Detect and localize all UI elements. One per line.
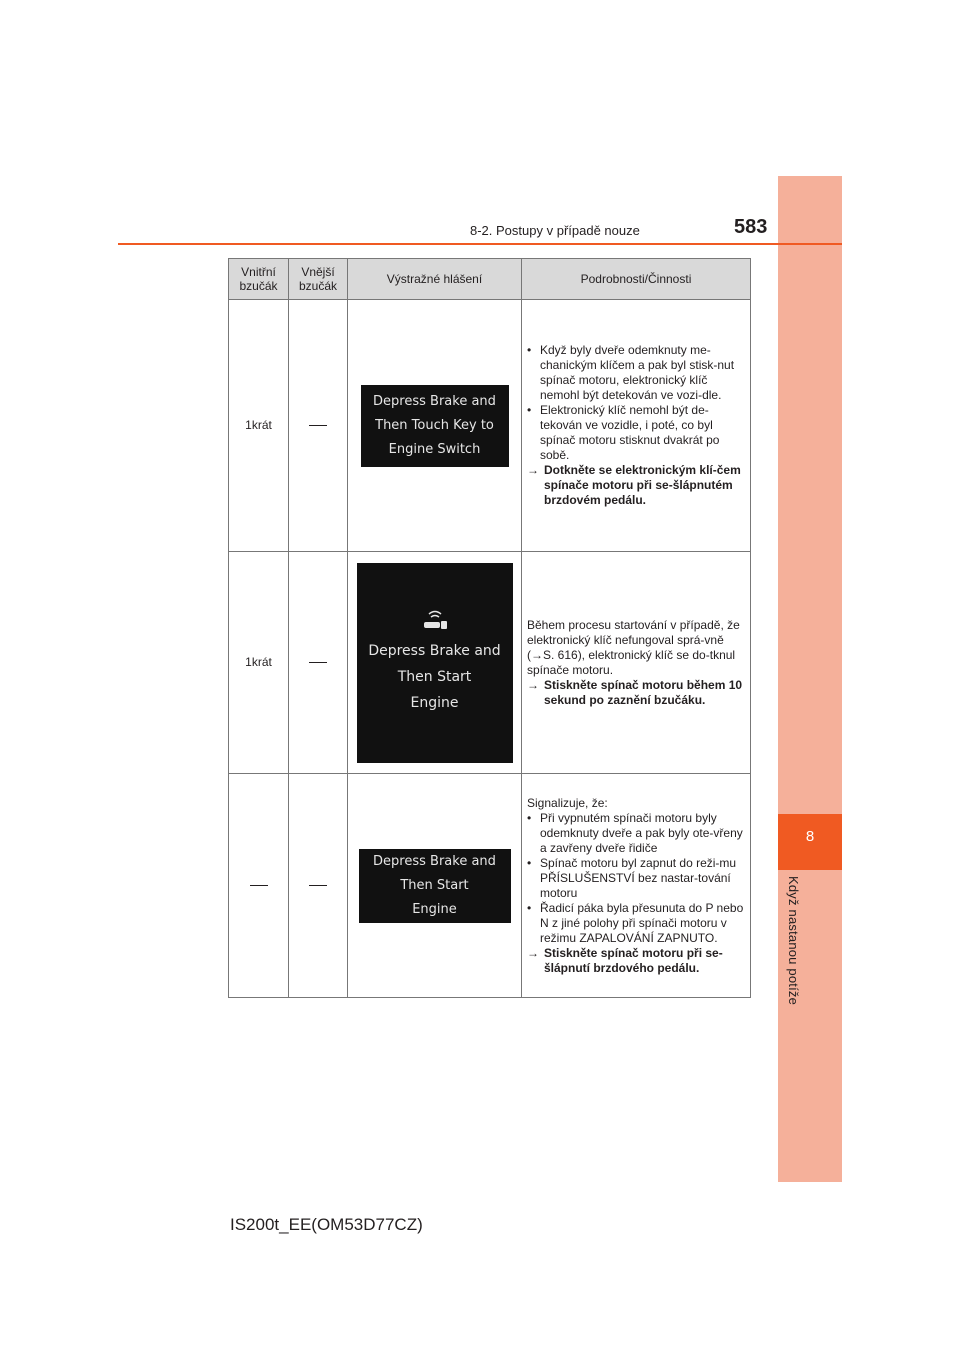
outer-buzzer-cell [289,300,348,552]
chapter-side-tab [778,176,842,1182]
display-line: Then Start [397,668,472,685]
details-cell [522,552,751,774]
col-header-outer-buzzer: Vnější bzučák [289,259,348,300]
display-line: Engine [410,694,459,711]
display-line: Depress Brake and [373,853,496,869]
display-line: Then Touch Key to [375,417,494,433]
chapter-label: Když nastanou potíže [786,876,801,1006]
warning-display-cell [348,300,522,552]
action-text: Stiskněte spínač motoru při se-šlápnutí brzdového pedálu. [544,945,723,975]
header-rule [118,243,842,245]
section-title: 8-2. Postupy v případě nouze [470,223,640,238]
dash-mark [250,885,268,886]
warning-display [361,385,509,467]
warning-display [359,849,511,923]
chapter-number: 8 [805,828,815,845]
bullet-item: • Spínač motoru byl zapnut do reži-mu PŘÍSLUŠENSTVÍ bez nastar-tování motoru [527,856,744,901]
outer-buzzer-cell [289,774,348,998]
col-header-details: Podrobnosti/Činnosti [522,259,751,300]
dash-mark [309,425,327,426]
details-cell [522,300,751,552]
table-row [229,300,751,552]
inner-buzzer-cell: 1krát [229,300,289,552]
action-item [527,946,744,976]
bullet-text: Při vypnutém spínači motoru byly odemknuty dveře a pak byly ote-vřeny a zavřeny dveře řidiče [540,810,743,855]
intro-text: Během procesu startování v případě, že elektronický klíč nefungoval sprá-vně (→S. 616), elektronický klíč se do-tknul spínače motoru. [527,617,740,677]
col-header-warning-message: Výstražné hlášení [348,259,522,300]
action-text: Stiskněte spínač motoru během 10 sekund po zaznění bzučáku. [544,677,743,707]
bullet-text: Spínač motoru byl zapnut do reži-mu PŘÍSLUŠENSTVÍ bez nastar-tování motoru [540,855,737,900]
warning-messages-table [228,258,751,998]
bullet-text: Řadicí páka byla přesunuta do P nebo N z jiné polohy při spínači motoru v režimu ZAPALOVÁNÍ ZAPNUTO. [540,900,744,945]
bullet-item: • Elektronický klíč nemohl být de-tekován ve vozidle, i poté, co byl spínač motoru stisknut dvakrát po sobě. [527,403,744,463]
inner-buzzer-cell [229,774,289,998]
warning-display-cell [348,552,522,774]
display-line: Engine [412,901,457,917]
col-header-inner-buzzer: Vnitřní bzučák [229,259,289,300]
table-row [229,774,751,998]
arrow-icon: → [527,463,539,477]
display-line: Depress Brake and [373,393,496,409]
details-cell [522,774,751,998]
action-item [527,463,744,508]
display-line: Engine Switch [388,441,481,457]
display-line: Depress Brake and [368,642,501,659]
bullet-item: • Když byly dveře odemknuty me-chanickým klíčem a pak byl stisk-nut spínač motoru, elektronický klíč nemohl být detekován ve vozi-dle. [527,343,744,403]
bullet-text: Elektronický klíč nemohl být de-tekován ve vozidle, i poté, co byl spínač motoru stisknut dvakrát po sobě. [540,403,720,462]
action-item [527,678,744,708]
display-line: Then Start [400,877,469,893]
bullet-item: • Při vypnutém spínači motoru byly odemknuty dveře a pak byly ote-vřeny a zavřeny dveře řidiče [527,810,743,855]
key-signal-icon [420,610,450,632]
warning-display [357,563,513,763]
warning-display-cell [348,774,522,998]
outer-buzzer-cell [289,552,348,774]
dash-mark [309,662,327,663]
page-number: 583 [734,216,768,238]
table-row [229,552,751,774]
intro-text: Signalizuje, že: [527,795,608,810]
table-header-row [229,259,751,300]
arrow-icon: → [527,945,539,960]
dash-mark [309,885,327,886]
model-code: IS200t_EE(OM53D77CZ) [230,1215,423,1234]
bullet-item: • Řadicí páka byla přesunuta do P nebo N z jiné polohy při spínači motoru v režimu ZAPALOVÁNÍ ZAPNUTO. [527,900,744,945]
inner-buzzer-cell: 1krát [229,552,289,774]
bullet-text: Když byly dveře odemknuty me-chanickým klíčem a pak byl stisk-nut spínač motoru, elektronický klíč nemohl být detekován ve vozi-dle. [540,343,735,402]
arrow-icon: → [527,677,539,692]
action-text: Dotkněte se elektronickým klí-čem spínače motoru při se-šlápnutém brzdovém pedálu. [544,463,741,507]
